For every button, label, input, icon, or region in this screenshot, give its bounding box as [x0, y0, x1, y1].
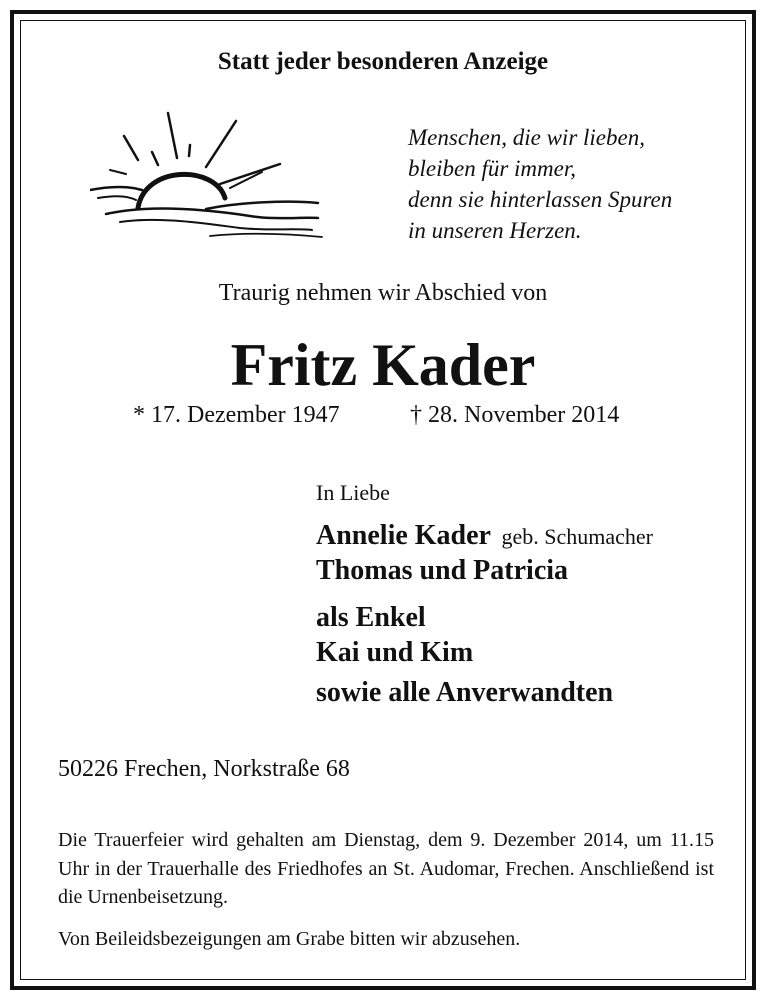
- deceased-name: Fritz Kader: [230, 332, 536, 398]
- poem-line: Menschen, die wir lieben,: [408, 125, 645, 150]
- poem-line: denn sie hinterlassen Spuren: [408, 187, 673, 212]
- poem-line: in unseren Herzen.: [408, 218, 582, 243]
- spouse-name: Annelie Kader: [316, 520, 491, 551]
- death-date: † 28. November 2014: [410, 402, 620, 428]
- spouse-maiden-name: geb. Schumacher: [501, 524, 653, 549]
- address: 50226 Frechen, Norkstraße 68: [58, 756, 350, 782]
- children-names: Thomas und Patricia: [316, 555, 569, 586]
- header-title: Statt jeder besonderen Anzeige: [217, 48, 549, 75]
- grandchildren-label: als Enkel: [316, 602, 426, 633]
- in-liebe-label: In Liebe: [316, 480, 390, 505]
- other-relatives: sowie alle Anverwandten: [316, 677, 614, 708]
- service-info: Die Trauerfeier wird gehalten am Dienstag, dem 9. Dezember 2014, um 11.15 Uhr in der Trauerhalle des Friedhofes an St. Audomar, Frechen. Anschließend ist die Urnenbeisetzung.: [58, 829, 714, 908]
- intro-text: Traurig nehmen wir Abschied von: [218, 280, 548, 306]
- poem: [408, 122, 672, 246]
- poem-line: bleiben für immer,: [408, 156, 577, 181]
- sunset-icon: [90, 110, 330, 240]
- birth-date: * 17. Dezember 1947: [133, 402, 340, 428]
- spouse-line: [316, 520, 653, 552]
- closing-note: Von Beileidsbezeigungen am Grabe bitten wir abzusehen.: [58, 928, 521, 950]
- grandchildren-names: Kai und Kim: [316, 637, 474, 668]
